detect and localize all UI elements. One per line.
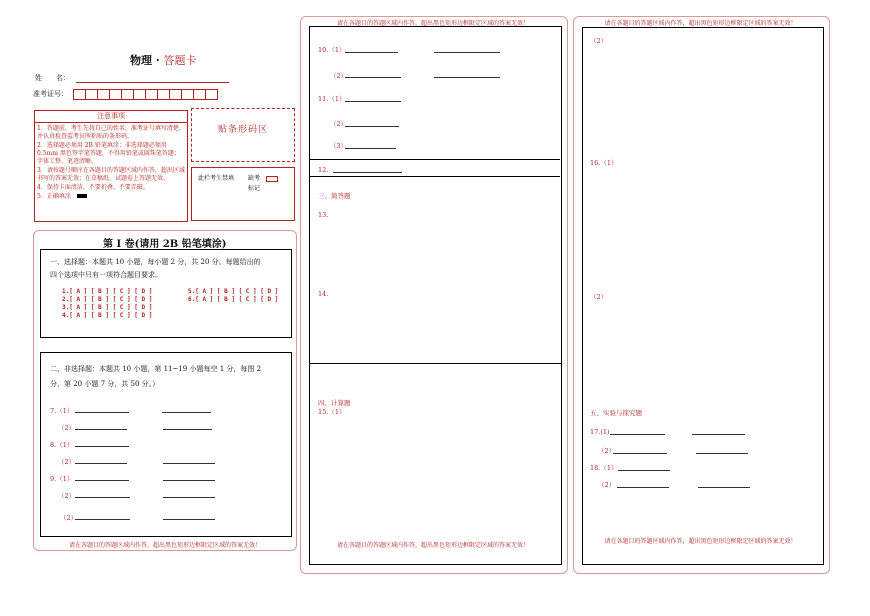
exam-id-label: 准考证号： (33, 90, 68, 98)
q8-2-answer-a[interactable] (75, 463, 127, 464)
q10-2-label: （2） (330, 72, 348, 80)
q7-1-label: 7.（1） (50, 407, 74, 415)
barcode-area (191, 108, 295, 162)
barcode-label: 贴条形码区 (217, 125, 268, 135)
part1-title: 第 Ⅰ 卷(请用 2B 铅笔填涂) (103, 239, 227, 250)
q7-2-label: （2） (58, 424, 76, 432)
q15-2-label: （2） (590, 37, 608, 45)
q8-1-answer[interactable] (75, 446, 129, 447)
q10-1-label: 10.（1） (318, 46, 346, 54)
q7-1-answer-b[interactable] (162, 412, 211, 413)
name-label: 姓 名： (35, 74, 70, 82)
q11-1-label: 11.（1） (318, 95, 346, 103)
q9-3-label: （2） (60, 514, 78, 522)
divider (309, 159, 560, 160)
title-dot: · (155, 54, 160, 67)
notice-item: 4．保持卡面清洁，不要折叠、不要弄破。 (37, 184, 149, 191)
q10-1-answer-a[interactable] (345, 52, 398, 53)
section1-desc: 一、选择题：本题共 10 小题，每小题 2 分，共 20 分。每题给出的 (50, 258, 261, 266)
q18-1-label: 18.（1） (590, 464, 618, 472)
q18-2-answer-b[interactable] (698, 487, 750, 488)
absent-mark-label-2: 标记 (248, 185, 261, 192)
notice-item: 5．正确填涂 (37, 193, 71, 200)
choice-row[interactable]: 4.[ A ] [ B ] [ C ] [ D ] (62, 312, 153, 319)
title-card: 答题卡 (163, 54, 197, 67)
q12-answer[interactable] (333, 172, 402, 173)
absent-box (191, 167, 295, 221)
q18-2-label: （2） (598, 481, 616, 489)
choice-row[interactable]: 5.[ A ] [ B ] [ C ] [ D ] (188, 288, 279, 295)
q12-label: 12. (318, 166, 329, 174)
q8-2-answer-b[interactable] (163, 463, 215, 464)
filled-sample-icon (77, 194, 87, 198)
warning-text: 请在各题目的答题区域内作答，超出黑色矩形边框限定区域的答案无效！ (604, 20, 797, 27)
q9-1-label: 9.（1） (50, 475, 74, 483)
q11-3-label: （3） (330, 142, 348, 150)
q9-3-answer-a[interactable] (75, 519, 130, 520)
q16-1-label: 16.（1） (590, 159, 618, 167)
q11-2-label: （2） (330, 120, 348, 128)
q13-label: 13. (318, 211, 329, 219)
choice-section (40, 249, 292, 338)
q9-2-answer-a[interactable] (75, 497, 130, 498)
choice-row[interactable]: 2.[ A ] [ B ] [ C ] [ D ] (62, 296, 153, 303)
q17-2-answer-b[interactable] (696, 453, 748, 454)
q16-2-label: （2） (590, 293, 608, 301)
q7-2-answer-b[interactable] (163, 429, 212, 430)
page-title (130, 52, 197, 68)
section3-title: 三、简答题 (318, 192, 351, 200)
q17-1-answer-b[interactable] (692, 434, 745, 435)
q17-2-answer-a[interactable] (613, 453, 667, 454)
middle-answer-box (309, 26, 562, 565)
absent-checkbox[interactable] (266, 176, 278, 182)
warning-text: 请在各题目的答题区域内作答，超出黑色矩形边框限定区域的答案无效！ (336, 542, 529, 549)
notice-item-fill (35, 192, 187, 201)
warning-text: 请在各题目的答题区域内作答，超出黑色矩形边框限定区域的答案无效！ (336, 20, 529, 27)
right-answer-box (582, 27, 824, 565)
q18-1-answer[interactable] (618, 470, 670, 471)
section2-desc-2: 分，第 20 小题 7 分，共 50 分。） (50, 380, 160, 388)
warning-text: 请在各题目的答题区域内作答，超出黑色矩形边框限定区域的答案无效！ (604, 538, 797, 545)
q10-2-answer-b[interactable] (434, 77, 500, 78)
q7-1-answer-a[interactable] (75, 412, 129, 413)
absent-mark-label: 缺考 (248, 175, 261, 182)
divider (309, 363, 562, 364)
divider (309, 176, 560, 177)
q17-2-label: （2） (598, 447, 616, 455)
exam-id-field[interactable] (73, 89, 217, 100)
name-field[interactable] (76, 82, 229, 83)
title-subject: 物理 (130, 54, 152, 67)
section1-desc-2: 四个选项中只有一项符合题目要求。 (50, 271, 162, 279)
section5-title: 五、实验与探究题 (590, 409, 642, 417)
q9-1-answer-b[interactable] (163, 480, 215, 481)
q18-2-answer-a[interactable] (617, 487, 669, 488)
choice-row[interactable]: 1.[ A ] [ B ] [ C ] [ D ] (62, 288, 153, 295)
choice-row[interactable]: 6.[ A ] [ B ] [ C ] [ D ] (188, 296, 279, 303)
q10-2-answer-a[interactable] (345, 77, 401, 78)
notice-item: 1．答题前，考生先将自己的姓名、准考证号填写清楚，并认真检查监考员所粘贴的条形码。 (37, 125, 185, 140)
q9-1-answer-a[interactable] (75, 480, 129, 481)
q17-1-label: 17.(1) (590, 428, 610, 436)
notice-item: 2．选择题必须用 2B 铅笔填涂；非选择题必须用 0.5mm 黑色签字笔答题，不得用铅笔或圆珠笔答题；字体工整、笔迹清晰。 (37, 142, 180, 165)
q9-2-answer-b[interactable] (163, 497, 215, 498)
choice-row[interactable]: 3.[ A ] [ B ] [ C ] [ D ] (62, 304, 153, 311)
notice-item: 3．请按题号顺序在各题目的答题区域内作答，超出区域书写的答案无效；在草稿纸、试题卷上答题无效。 (37, 167, 185, 182)
absent-label: 此栏考生禁填 (198, 175, 235, 182)
q9-2-label: （2） (58, 492, 76, 500)
q11-3-answer[interactable] (345, 148, 396, 149)
q15-label: 15.（1） (318, 408, 346, 416)
notice-title: 注意事项 (35, 111, 187, 123)
notice-box (34, 110, 188, 222)
q17-1-answer-a[interactable] (610, 434, 665, 435)
section2-desc: 二、非选择题：本题共 10 小题，第 11~19 小题每空 1 分，每图 2 (50, 365, 262, 373)
q11-2-answer[interactable] (345, 126, 399, 127)
warning-text: 请在各题目的答题区域内作答，超出黑色矩形边框限定区域的答案无效！ (68, 542, 261, 549)
q11-1-answer[interactable] (345, 101, 401, 102)
q9-3-answer-b[interactable] (163, 519, 215, 520)
q8-1-label: 8.（1） (50, 441, 74, 449)
section4-title: 四、计算题 (318, 399, 351, 407)
q10-1-answer-b[interactable] (434, 52, 500, 53)
non-choice-section (40, 352, 292, 537)
q8-2-label: （2） (58, 458, 76, 466)
q14-label: 14. (318, 290, 329, 298)
q7-2-answer-a[interactable] (75, 429, 127, 430)
